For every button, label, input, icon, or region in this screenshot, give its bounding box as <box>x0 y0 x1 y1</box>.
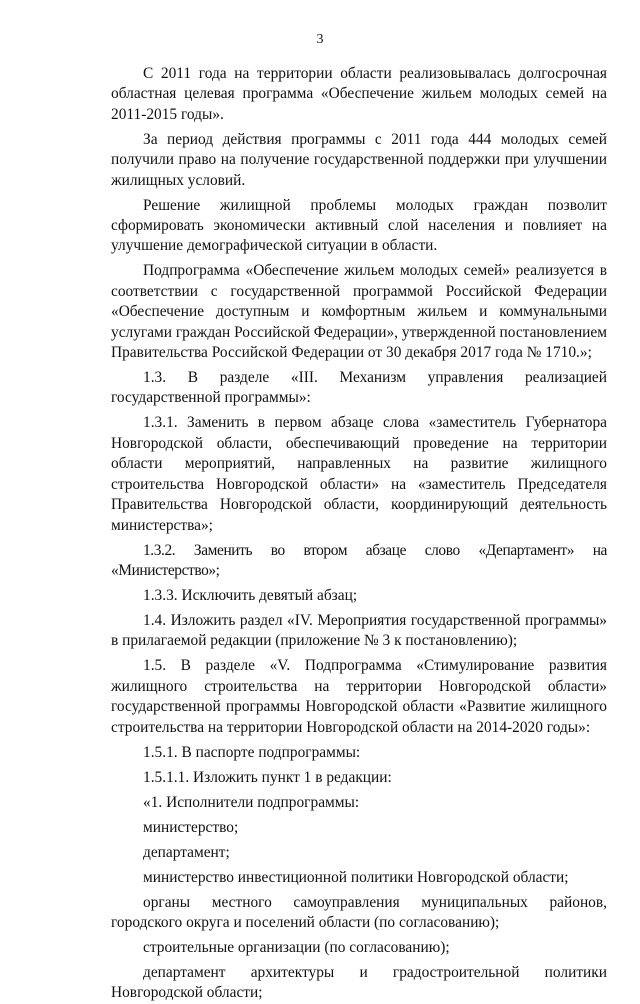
paragraph-families-count: За период действия программы с 2011 года 444 молодых семей получили право на получение государственной поддержки при улучшении жилищных условий. <box>111 130 607 189</box>
page-number: 3 <box>316 32 324 47</box>
paragraph-section-1-5-1-1: 1.5.1.1. Изложить пункт 1 в редакции: <box>143 768 392 786</box>
paragraph-executor-construction-orgs: строительные организации (по согласованию); <box>143 938 450 956</box>
document-body <box>111 64 607 1004</box>
paragraph-executors-heading: «1. Исполнители подпрограммы: <box>143 793 360 811</box>
paragraph-housing-problem: Решение жилищной проблемы молодых граждан позволит сформировать экономически активный слой населения и повлияет на улучшение демографической ситуации в области. <box>111 196 607 255</box>
paragraph-executor-architecture-department: департамент архитектуры и градостроительной политики Новгородской области; <box>111 963 607 1002</box>
paragraph-executor-department: департамент; <box>143 843 230 861</box>
paragraph-section-1-5: 1.5. В разделе «V. Подпрограмма «Стимулирование развития жилищного строительства на территории Новгородской области» государственной программы Новгородской области «Развитие жилищного строительства на территории Новгородской области на 2014-2020 годы»: <box>111 657 607 736</box>
paragraph-section-1-3-1: 1.3.1. Заменить в первом абзаце слова «заместитель Губернатора Новгородской области, обеспечивающий проведение на территории области мероприятий, направленных на развитие жилищного строительства Новгородской области» на «заместитель Председателя Правительства Новгородской области, координирующий деятельность министерства»; <box>111 414 607 534</box>
paragraph-executor-local-governments: органы местного самоуправления муниципальных районов, городского округа и поселений области (по согласованию); <box>111 893 607 931</box>
paragraph-section-1-3: 1.3. В разделе «III. Механизм управления реализацией государственной программы»: <box>111 369 607 407</box>
paragraph-section-1-3-3: 1.3.3. Исключить девятый абзац; <box>143 586 358 604</box>
paragraph-executor-investment-ministry: министерство инвестиционной политики Новгородской области; <box>143 868 569 886</box>
paragraph-subprogram-basis: Подпрограмма «Обеспечение жильем молодых семей» реализуется в соответствии с государственной программой Российской Федерации «Обеспечение доступным и комфортным жильем и коммунальными услугами граждан Российской Федерации», утвержденной постановлением Правительства Российской Федерации от 30 декабря 2017 года № 1710.»; <box>111 262 607 362</box>
paragraph-executor-ministry: министерство; <box>143 818 239 836</box>
paragraph-section-1-3-2: 1.3.2. Заменить во втором абзаце слово «Департамент» на «Министерство»; <box>111 541 607 579</box>
paragraph-program-history: С 2011 года на территории области реализовывалась долгосрочная областная целевая программа «Обеспечение жильем молодых семей на 2011-2015 годы». <box>111 65 607 123</box>
paragraph-section-1-4: 1.4. Изложить раздел «IV. Мероприятия государственной программы» в прилагаемой редакции (приложение № 3 к постановлению); <box>111 611 607 650</box>
paragraph-section-1-5-1: 1.5.1. В паспорте подпрограммы: <box>143 743 361 761</box>
